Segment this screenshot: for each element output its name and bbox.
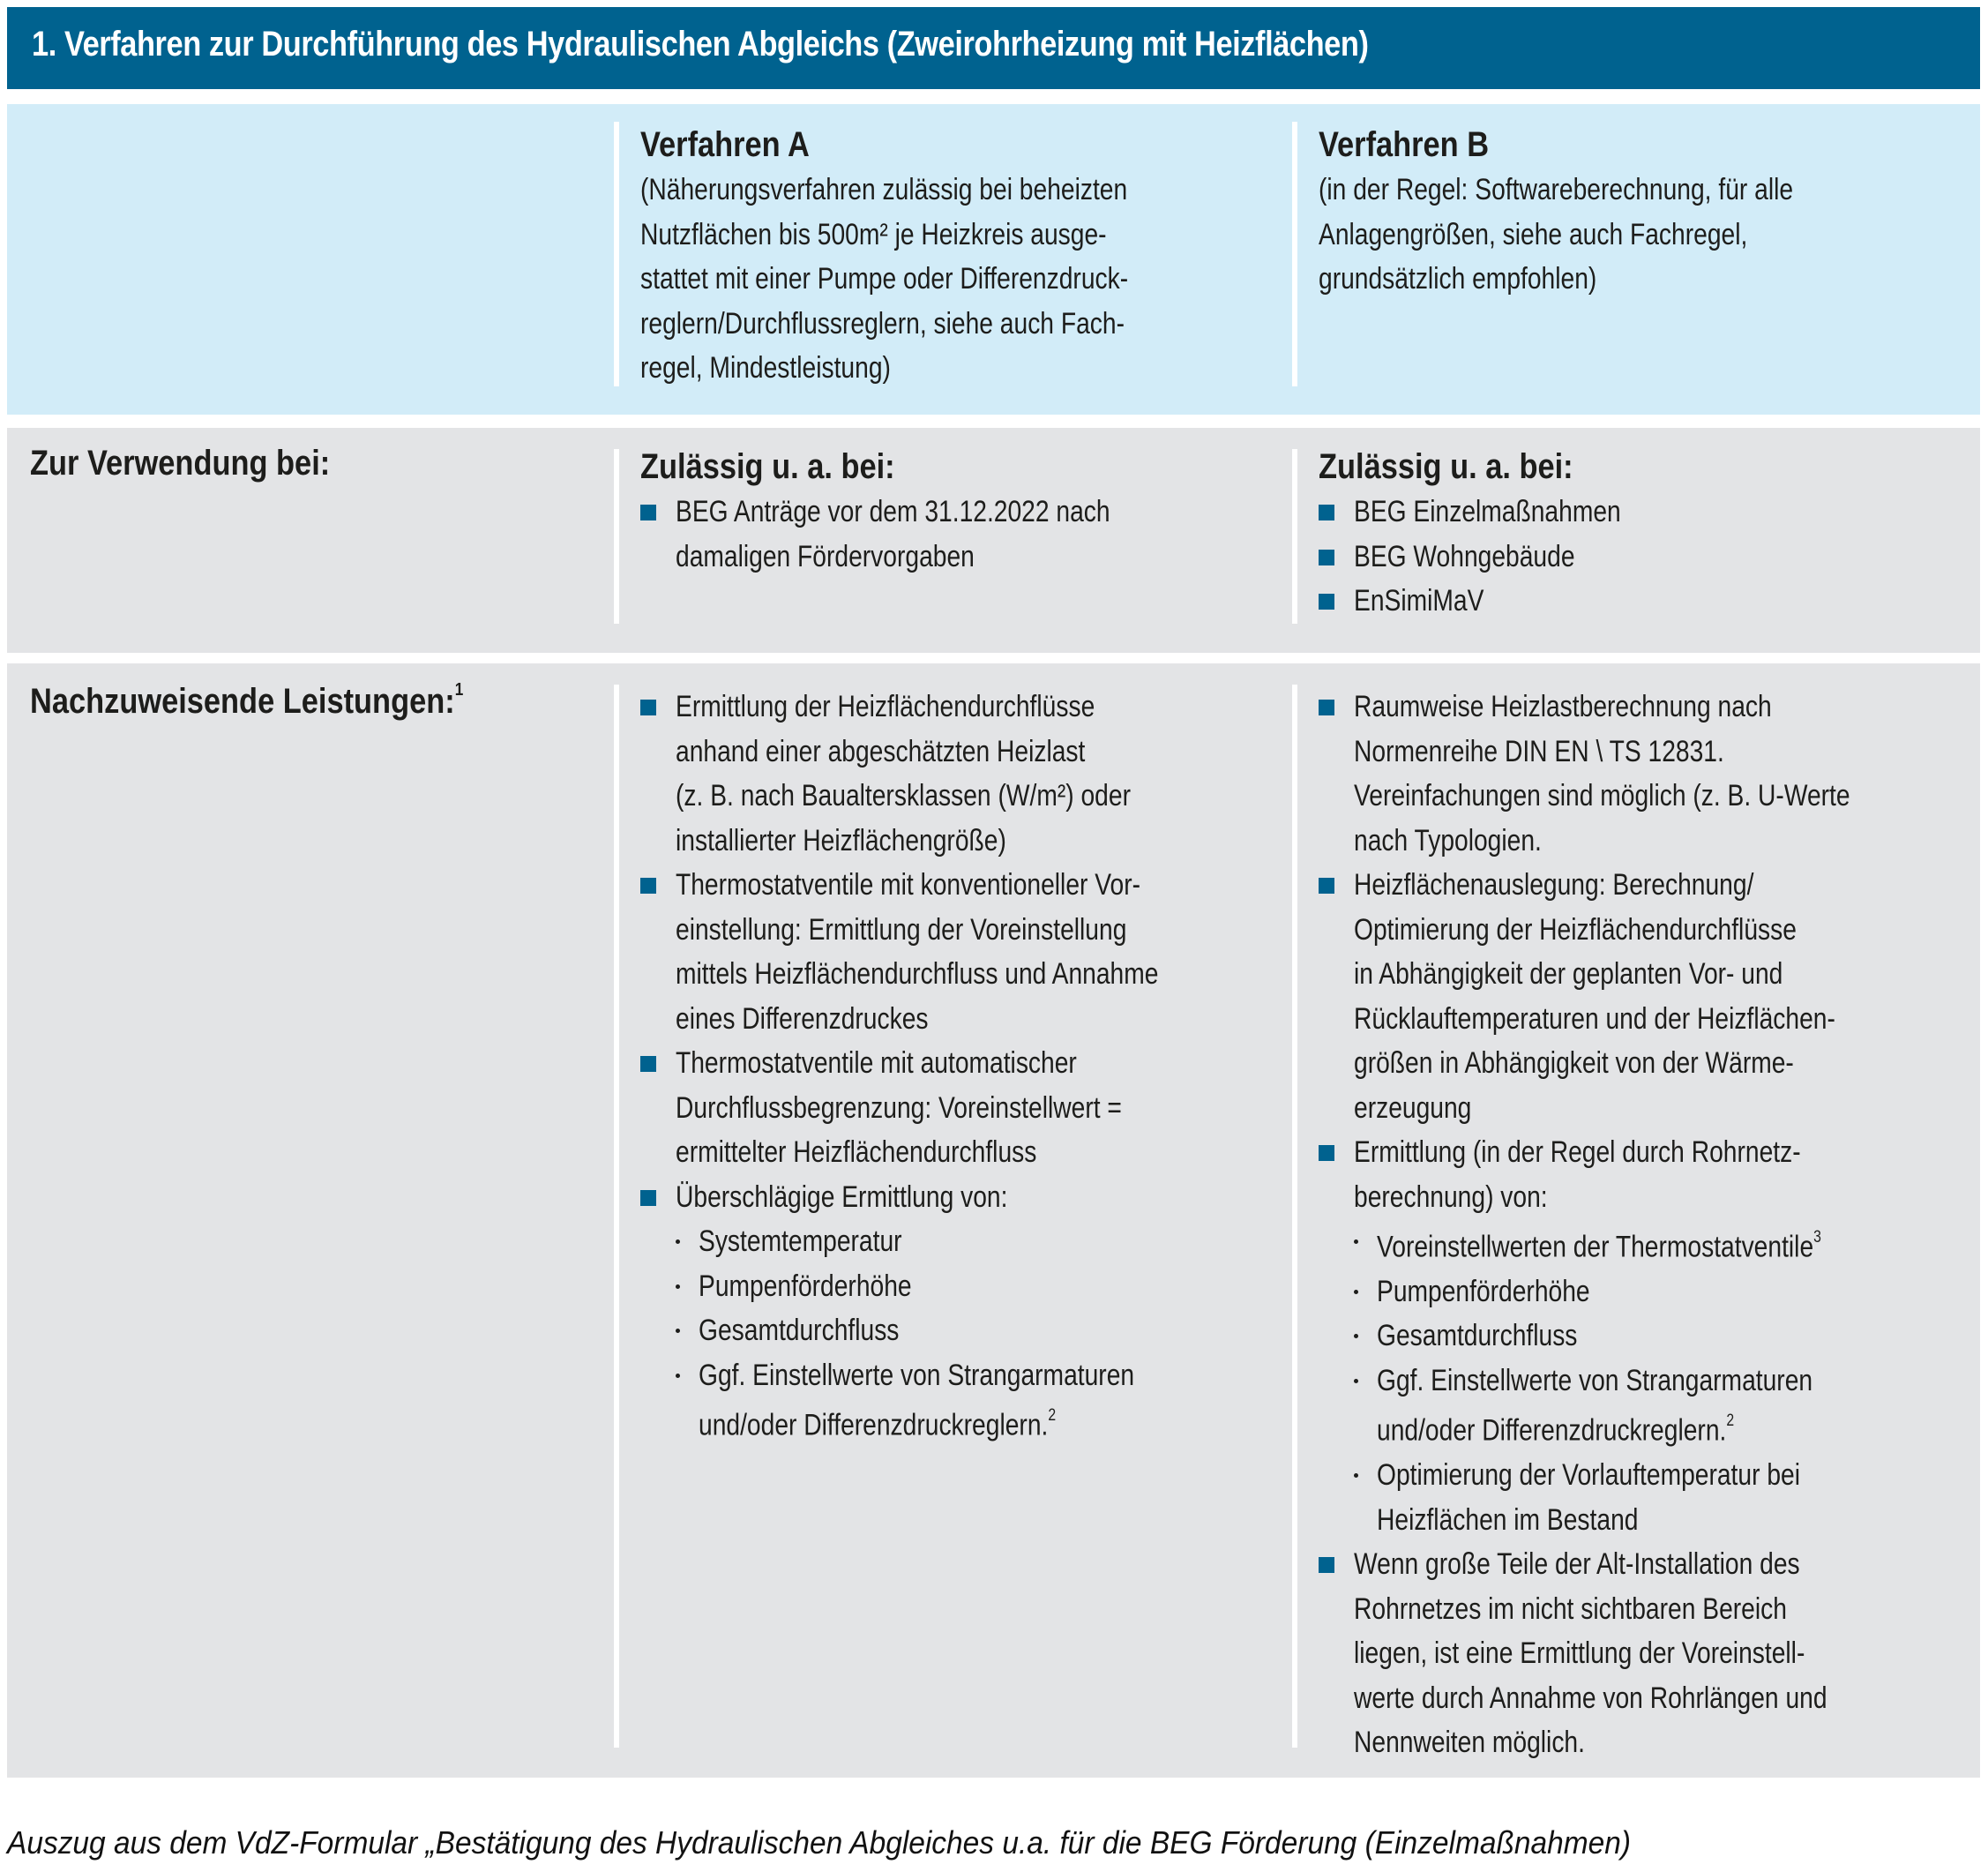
usage-procedure-a-list [640,490,1200,579]
footnote-marker: 2 [1726,1411,1735,1431]
square-bullet-icon [640,700,656,715]
list-item-text: Nennweiten möglich. [1354,1726,1585,1760]
sub-list-item-text: Ggf. Einstellwerte von Strangarmaturen [1377,1363,1813,1397]
procedure-a-description-line: reglern/Durchflussreglern, siehe auch Fach- [640,306,1125,341]
sub-list-item-text: Heizflächen im Bestand [1377,1502,1639,1537]
list-item-text: nach Typologien. [1354,823,1542,857]
sub-list-item-text: Voreinstellwerten der Thermostatventile [1377,1230,1814,1264]
dot-bullet-icon [676,1284,680,1289]
list-item-text: erzeugung [1354,1090,1472,1125]
procedure-a-title: Verfahren A [640,125,810,164]
square-bullet-icon [640,1056,656,1072]
services-procedure-b [1292,685,1850,1760]
sub-list-item-text: Gesamtdurchfluss [699,1314,900,1347]
usage-procedure-b-list [1319,490,1676,624]
list-item [1319,685,1952,863]
list-item-text: mittels Heizflächendurchfluss und Annahme [676,957,1159,991]
dot-bullet-icon [676,1239,680,1244]
square-bullet-icon [1319,550,1334,565]
square-bullet-icon [1319,1557,1334,1573]
list-item-text: BEG Einzelmaßnahmen [1354,495,1621,528]
dot-bullet-icon [1354,1290,1358,1294]
square-bullet-icon [1319,594,1334,610]
sub-list-item [1354,1269,1952,1314]
list-item-text: Vereinfachungen sind möglich (z. B. U-Werte [1354,779,1850,812]
section-title-bar [7,7,1980,89]
list-item-text: BEG Anträge vor dem 31.12.2022 nach [676,495,1110,528]
sub-list-item-text: Systemtemperatur [699,1224,902,1258]
square-bullet-icon [640,505,656,520]
square-bullet-icon [640,878,656,894]
list-item [1319,579,1676,624]
list-item-text: Rücklauftemperaturen und der Heizflächen- [1354,1001,1835,1036]
services-procedure-b-list [1319,685,1952,1765]
list-item-text: Thermostatventile mit automatischer [676,1046,1077,1080]
dot-bullet-icon [676,1329,680,1333]
sub-list-item-text: Optimierung der Vorlauftemperatur bei [1377,1458,1800,1493]
footnote-marker: 1 [454,679,464,700]
sub-list-item [676,1308,1258,1353]
procedure-a-header [614,122,1129,386]
list-item [1319,535,1676,580]
procedure-b-description-line: (in der Regel: Softwareberechnung, für alle [1319,173,1794,206]
list-item [1319,863,1952,1130]
list-item [640,1175,1258,1448]
sub-list-item-text: Gesamtdurchfluss [1377,1319,1578,1353]
list-item-text: damaligen Fördervorgaben [676,539,975,573]
list-item-text: anhand einer abgeschätzten Heizlast [676,734,1086,768]
services-procedure-a-list [640,685,1258,1448]
footnote-marker: 2 [1048,1406,1057,1425]
sub-list-item-text: Ggf. Einstellwerte von Strangarmaturen [699,1358,1135,1392]
list-item-text: größen in Abhängigkeit von der Wärme- [1354,1046,1794,1080]
dot-bullet-icon [1354,1334,1358,1338]
usage-procedure-b [1292,447,1621,624]
list-item-text: Durchflussbegrenzung: Voreinstellwert = [676,1090,1122,1125]
square-bullet-icon [1319,1145,1334,1161]
procedure-a-description [640,168,1128,391]
list-item-text: Ermittlung (in der Regel durch Rohrnetz- [1354,1135,1801,1169]
usage-procedure-b-heading: Zulässig u. a. bei: [1319,447,1573,486]
sub-list-item-text: und/oder Differenzdruckreglern. [699,1408,1049,1442]
list-item-text: eines Differenzdruckes [676,1001,929,1036]
sub-list [1354,1219,1952,1542]
sub-list-item [676,1264,1258,1309]
list-item-text: Rohrnetzes im nicht sichtbaren Bereich [1354,1591,1787,1626]
section-title: 1. Verfahren zur Durchführung des Hydraulischen Abgleichs (Zweirohrheizung mit Heizflächen) [32,25,1369,64]
sub-list-item-text: und/oder Differenzdruckreglern. [1377,1413,1727,1448]
footnote-marker: 3 [1813,1228,1821,1247]
list-item-text: BEG Wohngebäude [1354,539,1575,573]
usage-row-label: Zur Verwendung bei: [30,444,331,483]
list-item-text: werte durch Annahme von Rohrlängen und [1354,1681,1827,1715]
list-item-text: in Abhängigkeit der geplanten Vor- und [1354,957,1783,991]
list-item-text: liegen, ist eine Ermittlung der Voreinstell- [1354,1636,1805,1671]
procedure-a-description-line: regel, Mindestleistung) [640,351,891,385]
procedure-a-description-line: Nutzflächen bis 500m² je Heizkreis ausge- [640,217,1107,251]
square-bullet-icon [1319,505,1334,520]
list-item-text: Heizflächenauslegung: Berechnung/ [1354,868,1754,902]
sub-list-item [1354,1314,1952,1359]
list-item [640,685,1258,863]
list-item [1319,490,1676,535]
procedure-b-description-line: grundsätzlich empfohlen) [1319,262,1597,296]
sub-list-item [1354,1359,1952,1453]
services-row-label-text: Nachzuweisende Leistungen: [30,682,455,721]
list-item-text: EnSimiMaV [1354,584,1484,618]
sub-list-item [1354,1219,1952,1269]
procedure-b-description [1319,168,1793,302]
square-bullet-icon [1319,700,1334,715]
list-item-text: Raumweise Heizlastberechnung nach [1354,690,1772,723]
sub-list-item [1354,1453,1952,1542]
sub-list-item-text: Pumpenförderhöhe [1377,1274,1590,1308]
services-procedure-a [614,685,1159,1748]
list-item [640,1041,1258,1175]
list-item-text: berechnung) von: [1354,1179,1548,1214]
list-item-text: Optimierung der Heizflächendurchflüsse [1354,912,1797,947]
list-item-text: installierter Heizflächengröße) [676,823,1006,857]
usage-procedure-a-heading: Zulässig u. a. bei: [640,447,895,486]
list-item-text: Wenn große Teile der Alt-Installation des [1354,1547,1800,1582]
sub-list [676,1219,1258,1448]
procedure-b-title: Verfahren B [1319,125,1490,164]
sub-list-item [676,1219,1258,1264]
square-bullet-icon [640,1190,656,1206]
list-item-text: Normenreihe DIN EN \ TS 12831. [1354,734,1724,768]
list-item [640,863,1258,1041]
list-item-text: ermittelter Heizflächendurchfluss [676,1135,1037,1169]
list-item-text: Überschlägige Ermittlung von: [676,1179,1008,1214]
procedure-b-header [1292,122,1794,386]
procedure-b-description-line: Anlagengrößen, siehe auch Fachregel, [1319,217,1748,251]
list-item-text: (z. B. nach Baualtersklassen (W/m²) oder [676,779,1131,812]
square-bullet-icon [1319,878,1334,894]
usage-procedure-a [614,447,1110,624]
list-item-text: Ermittlung der Heizflächendurchflüsse [676,690,1095,723]
dot-bullet-icon [1354,1239,1358,1244]
dot-bullet-icon [1354,1473,1358,1478]
list-item [1319,1130,1952,1542]
figure-caption: Auszug aus dem VdZ-Formular „Bestätigung des Hydraulischen Abgleiches u.a. für die BEG Förderung (Einzelmaßnahmen) [7,1824,1632,1861]
dot-bullet-icon [1354,1379,1358,1383]
list-item-text: einstellung: Ermittlung der Voreinstellung [676,912,1127,947]
list-item-text: Thermostatventile mit konventioneller Vor- [676,868,1141,902]
sub-list-item [676,1353,1258,1448]
list-item [640,490,1200,579]
list-item [1319,1542,1952,1765]
procedure-a-description-line: (Näherungsverfahren zulässig bei beheizten [640,173,1128,206]
services-row-label [30,679,464,722]
procedure-a-description-line: stattet mit einer Pumpe oder Differenzdruck- [640,262,1129,296]
sub-list-item-text: Pumpenförderhöhe [699,1269,912,1303]
dot-bullet-icon [676,1374,680,1378]
